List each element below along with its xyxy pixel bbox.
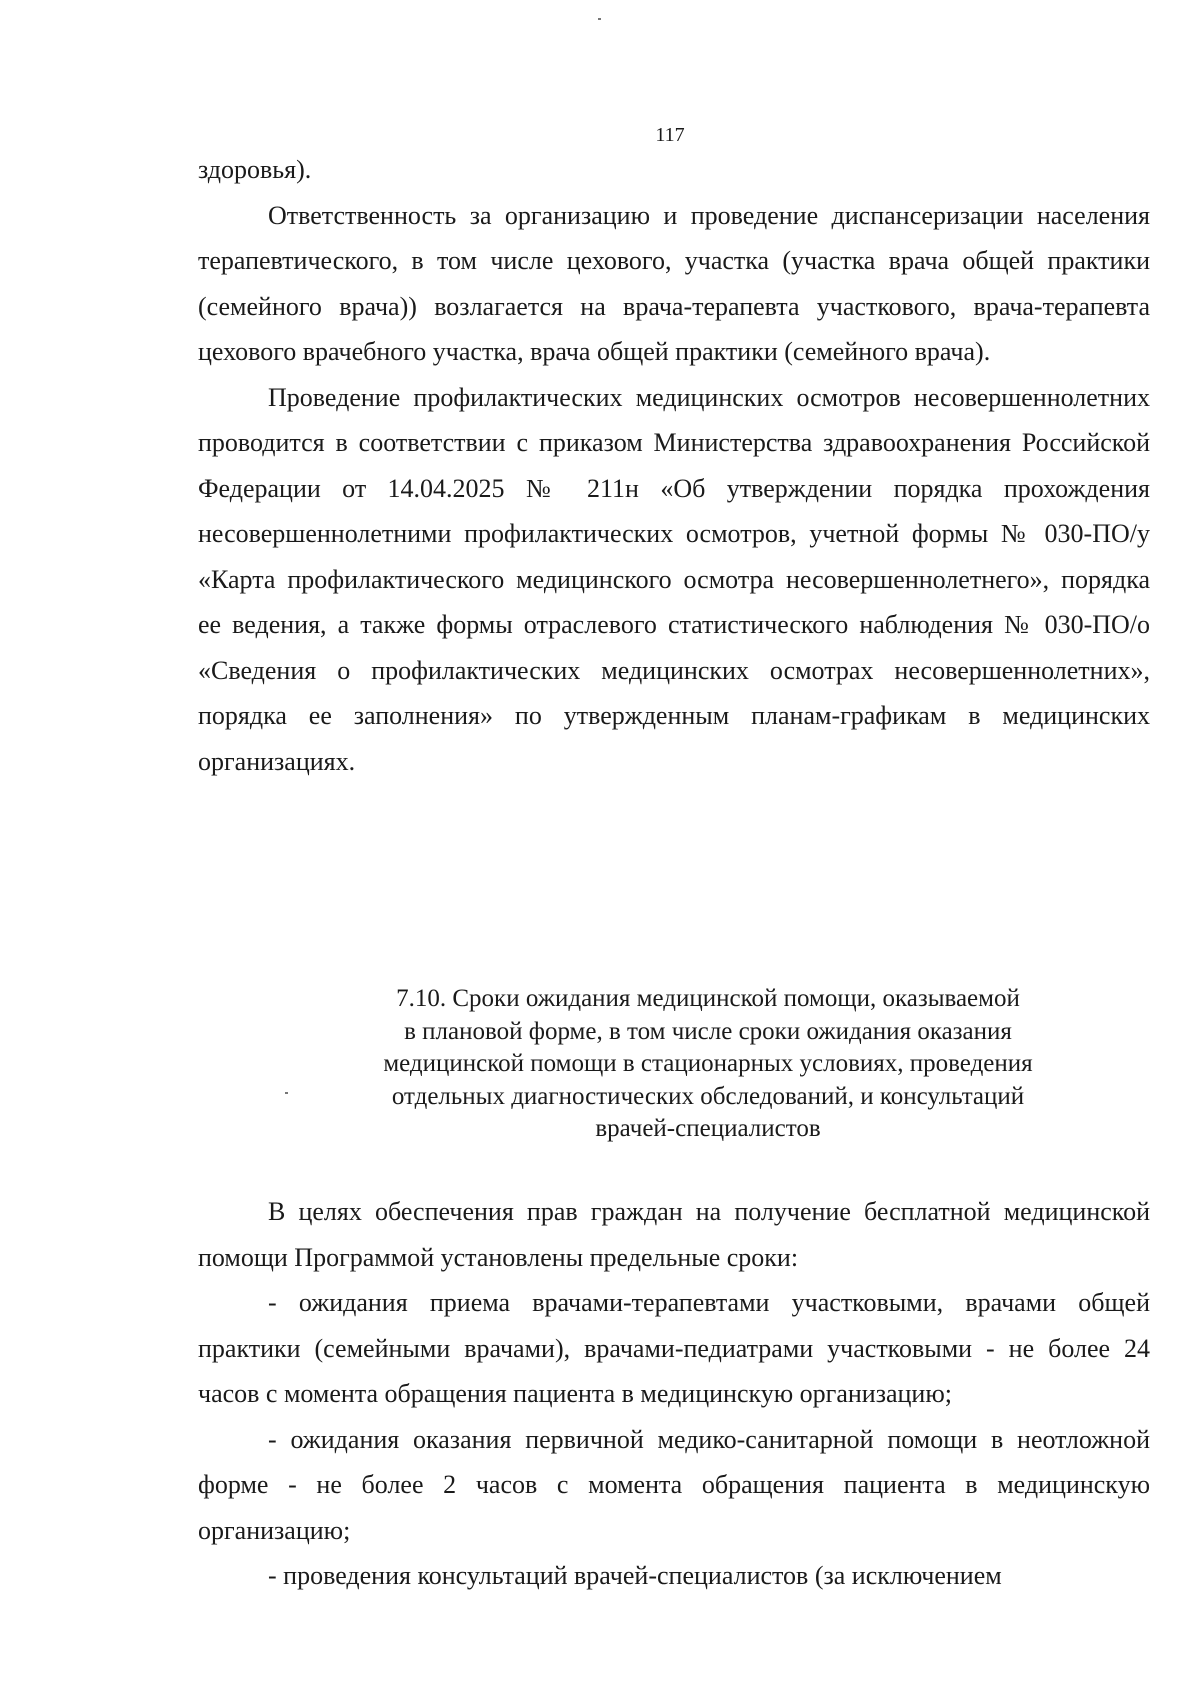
list-item-urgent-care-wait: - ожидания оказания первичной медико-санитарной помощи в неотложной форме - не более 2 часов с момента обращения пациента в медицинскую организацию;	[198, 1424, 1150, 1545]
page-number: 117	[655, 124, 685, 146]
scan-speck	[598, 18, 601, 20]
heading-line: 7.10. Сроки ожидания медицинской помощи, оказываемой	[396, 985, 1020, 1012]
heading-line: медицинской помощи в стационарных условиях, проведения	[383, 1050, 1033, 1077]
paragraph-intro: В целях обеспечения прав граждан на получение бесплатной медицинской помощи Программой установлены предельные сроки:	[198, 1197, 1150, 1272]
paragraph-continuation: здоровья).	[198, 155, 312, 184]
scan-speck	[285, 1092, 288, 1094]
heading-line: врачей-специалистов	[595, 1115, 821, 1142]
list-item-specialist-consultation: - проведения консультаций врачей-специалистов (за исключением	[268, 1561, 1002, 1590]
heading-line: в плановой форме, в том числе сроки ожидания оказания	[404, 1017, 1012, 1045]
section-heading	[318, 983, 1098, 1146]
paragraph-preventive-exams: Проведение профилактических медицинских осмотров несовершеннолетних проводится в соответствии с приказом Министерства здравоохранения Российской Федерации от 14.04.2025 № 211н «Об утверждении порядка прохождения несовершеннолетними профилактических осмотров, учетной формы № 030-ПО/у «Карта профилактического медицинского осмотра несовершеннолетнего», порядка ее ведения, а также формы отраслевого статистического наблюдения № 030-ПО/о «Сведения о профилактических медицинских осмотрах несовершеннолетних», порядка ее заполнения» по утвержденным планам-графикам в медицинских организациях.	[198, 382, 1150, 776]
body-text-top	[198, 147, 1150, 784]
list-item-therapist-wait: - ожидания приема врачами-терапевтами участковыми, врачами общей практики (семейными врачами), врачами-педиатрами участковыми - не более 24 часов с момента обращения пациента в медицинскую организацию;	[198, 1288, 1150, 1408]
heading-line: отдельных диагностических обследований, и консультаций	[391, 1082, 1025, 1110]
body-text-bottom	[198, 1189, 1150, 1599]
paragraph-responsibility: Ответственность за организацию и проведение диспансеризации населения терапевтического, в том числе цехового, участка (участка врача общей практики (семейного врача)) возлагается на врача-терапевта участкового, врача-терапевта цехового врачебного участка, врача общей практики (семейного врача).	[198, 200, 1150, 366]
